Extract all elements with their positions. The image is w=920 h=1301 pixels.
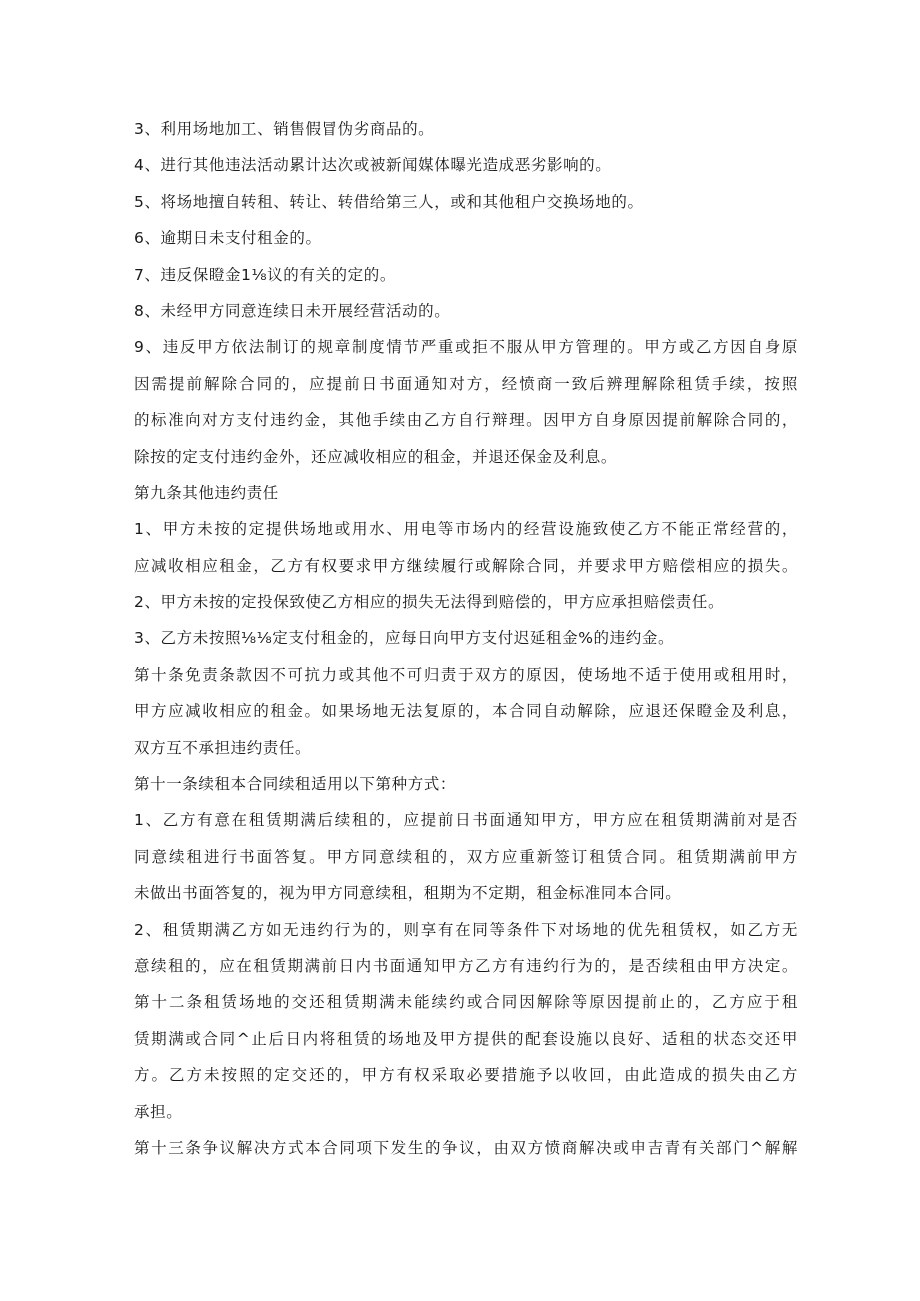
text-line: 赁期满或合同^止后日内将租赁的场地及甲方提供的配套设施以良好、适租的状态交还甲 <box>134 1029 798 1048</box>
text-line: 6、逾期日未支付租金的。 <box>134 229 322 248</box>
text-line: 第九条其他违约责任 <box>134 483 279 502</box>
text-line: 4、进行其他违法活动累计达次或被新闻媒体曝光造成恶劣影响的。 <box>134 156 612 175</box>
text-line: 因需提前解除合同的，应提前日书面通知对方，经愤商一致后辨理解除租赁手续，按照 <box>134 374 798 393</box>
text-line: 意续租的，应在租赁期满前日内书面通知甲方乙方有违约行为的，是否续租由甲方决定。 <box>134 956 798 975</box>
text-line: 第十二条租赁场地的交还租赁期满未能续约或合同因解除等原因提前止的，乙方应于租 <box>134 993 798 1012</box>
text-line: 第十条免责条款因不可抗力或其他不可归责于双方的原因，使场地不适于使用或租用时， <box>134 665 798 684</box>
text-line: 甲方应减收相应的租金。如果场地无法复原的，本合同自动解除，应退还保瞪金及利息， <box>134 702 798 721</box>
text-line: 2、甲方未按的定投保致使乙方相应的损失无法得到赔偿的，甲方应承担赔偿责任。 <box>134 593 725 612</box>
text-line: 除按的定支付违约金外，还应减收相应的租金，并退还保金及利息。 <box>134 447 618 466</box>
text-line: 承担。 <box>134 1102 183 1121</box>
text-line: 未做出书面答复的，视为甲方同意续租，租期为不定期，租金标准同本合同。 <box>134 884 682 903</box>
text-line: 8、未经甲方同意连续日未开展经营活动的。 <box>134 301 451 320</box>
text-line: 双方互不承担违约责任。 <box>134 738 312 757</box>
text-line: 应减收相应租金，乙方有权要求甲方继续履行或解除合同，并要求甲方赔偿相应的损失。 <box>134 556 798 575</box>
text-line: 同意续租进行书面答复。甲方同意续租的，双方应重新签订租赁合同。租赁期满前甲方 <box>134 847 798 866</box>
text-line: 第十三条争议解决方式本合同项下发生的争议，由双方愤商解决或申吉青有关部门^解解 <box>134 1138 798 1157</box>
text-line: 9、违反甲方依法制订的规章制度情节严重或拒不服从甲方管理的。甲方或乙方因自身原 <box>134 338 798 357</box>
document-body <box>134 111 798 1166</box>
text-line: 3、乙方未按照⅛⅛定支付租金的，应每日向甲方支付迟延租金%的违约金。 <box>134 629 675 648</box>
text-line: 1、乙方有意在租赁期满后续租的，应提前日书面通知甲方，甲方应在租赁期满前对是否 <box>134 811 798 830</box>
text-line: 3、利用场地加工、销售假冒伪劣商品的。 <box>134 120 435 138</box>
text-line: 7、违反保瞪金1⅛议的有关的定的。 <box>134 265 396 284</box>
text-line: 的标准向对方支付违约金，其他手续由乙方自行辩理。因甲方自身原因提前解除合同的， <box>134 411 798 430</box>
text-line: 方。乙方未按照的定交还的，甲方有权采取必要措施予以收回，由此造成的损失由乙方 <box>134 1066 798 1085</box>
text-line: 5、将场地擅自转租、转让、转借给第三人，或和其他租户交换场地的。 <box>134 192 644 211</box>
text-line: 1、甲方未按的定提供场地或用水、用电等市场内的经营设施致使乙方不能正常经营的， <box>134 520 798 539</box>
text-line: 2、租赁期满乙方如无违约行为的，则享有在同等条件下对场地的优先租赁权，如乙方无 <box>134 920 798 939</box>
text-line: 第十一条续租本合同续租适用以下第种方式： <box>134 775 457 794</box>
